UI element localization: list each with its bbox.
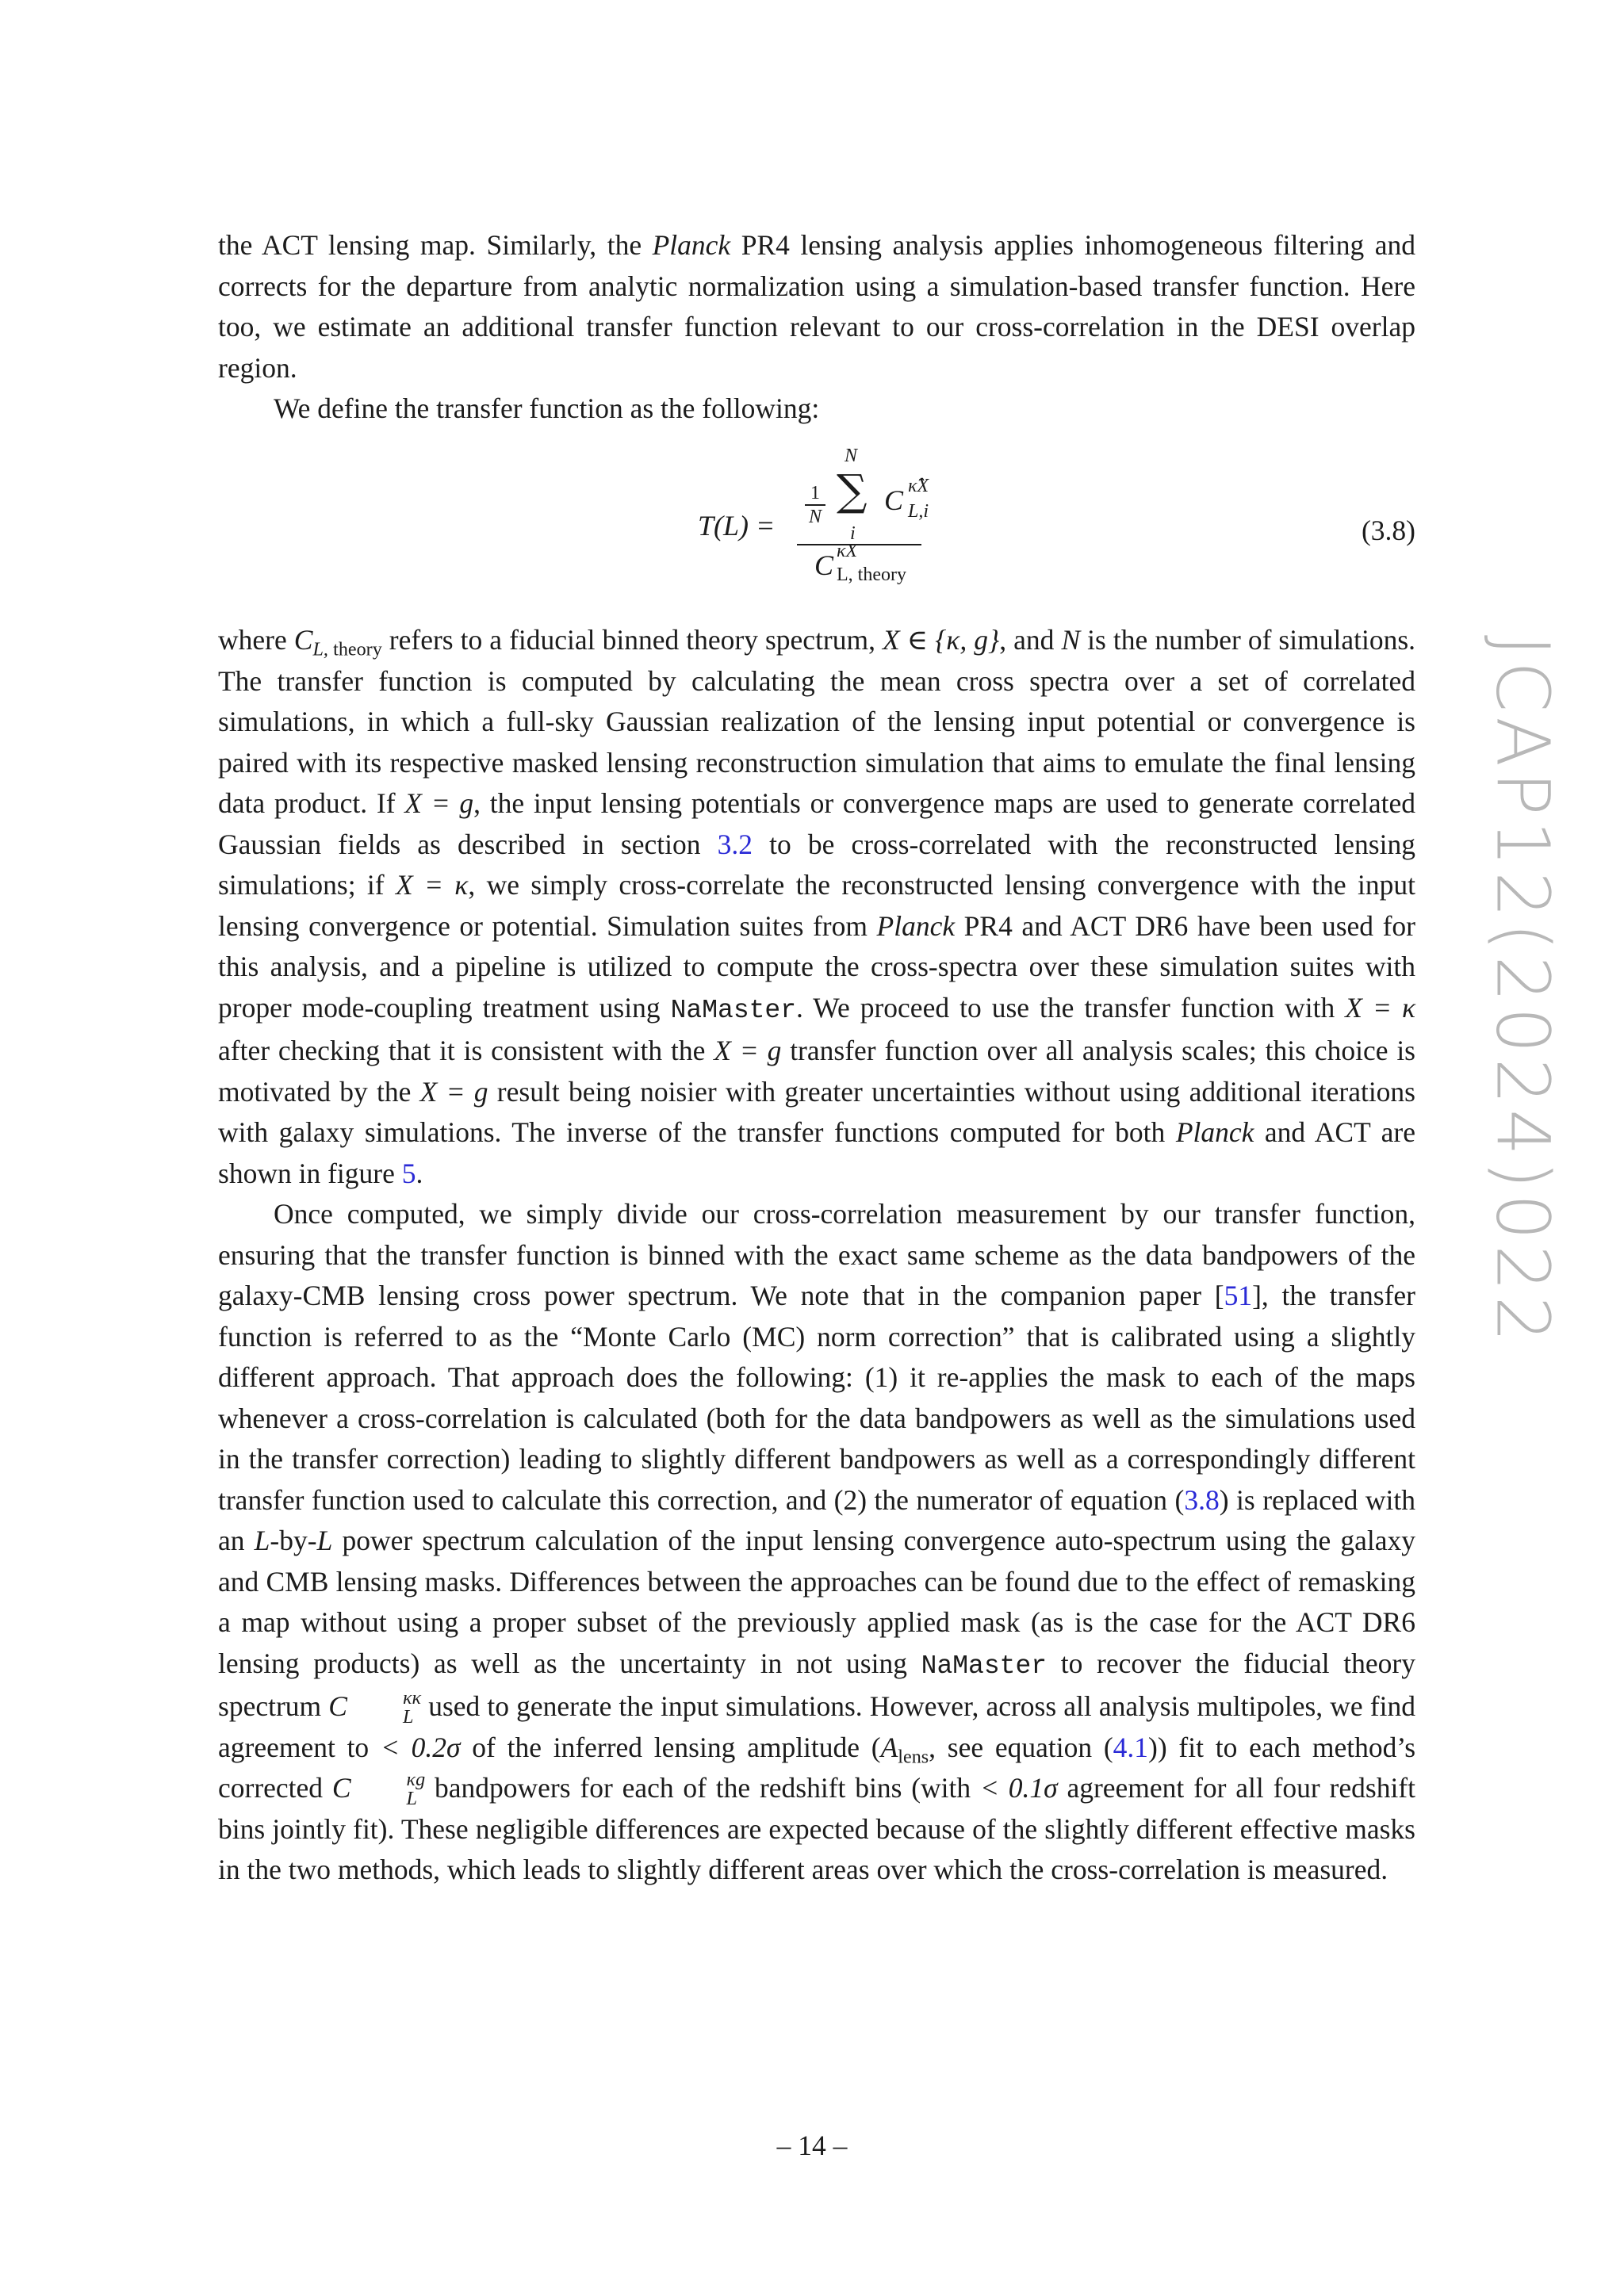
link-equation-3-8[interactable]: 3.8 xyxy=(1184,1483,1220,1516)
sum-symbol: ∑ xyxy=(837,465,868,515)
paragraph-mc-norm-correction: Once computed, we simply divide our cross-correlation measurement by our transfer function, ensuring that the transfer function is binned with the exact same scheme as the data bandpowers of the galaxy-CMB lensing cross power spectrum. We note that in the companion paper [51], the transfer function is referred to as the “Monte Carlo (MC) norm correction” that is calibrated using a slightly different approach. That approach does the following: (1) it re-applies the mask to each of the maps whenever a cross-correlation is calculated (both for the data bandpowers as well as the simulations used in the transfer correction) leading to slightly different bandpowers as well as a correspondingly different transfer function used to calculate this correction, and (2) the numerator of equation (3.8) is replaced with an L-by-L power spectrum calculation of the input lensing convergence auto-spectrum using the galaxy and CMB lensing masks. Differences between the approaches can be found due to the effect of remasking a map without using a proper subset of the previously applied mask (as is the case for the ACT DR6 lensing products) as well as the uncertainty in not using NaMaster to recover the fiducial theory spectrum C κκ L used to generate the input simulations. However, across all analysis multipoles, we find agreement to < 0.2σ of the inferred lensing amplitude ($A_{lens}$, see equation (4.1)) fit to each method’s corrected C κg L bandpowers for each of the redshift bins (with < 0.1σ agreement for all four redshift bins jointly fit). These negligible differences are expected because of the slightly different effective masks in the two methods, which leads to slightly different areas over which the cross-correlation is measured. xyxy=(218,1198,1416,1885)
journal-stamp: JCAP12(2024)022 xyxy=(1480,634,1565,1348)
equation-numerator: 1 N N ∑ i C κ̂X L,i xyxy=(805,452,932,539)
one-over-n: 1 N xyxy=(805,484,825,526)
equation-3-8: T(L) = 1 N N ∑ i C κ̂X L,i C κX L, theory (3.8) xyxy=(698,446,1415,585)
text-block-top xyxy=(218,225,1415,430)
planck-italic: Planck xyxy=(652,229,731,261)
link-ref-51[interactable]: 51 xyxy=(1224,1280,1253,1311)
text-block-main xyxy=(218,620,1415,1891)
link-figure-5[interactable]: 5 xyxy=(401,1157,416,1189)
namaster-code: NaMaster xyxy=(921,1651,1048,1681)
equation-number: (3.8) xyxy=(1361,515,1415,546)
link-section-3-2[interactable]: 3.2 xyxy=(717,828,753,860)
paragraph-intro-equation: We define the transfer function as the following: xyxy=(274,392,820,424)
link-equation-4-1[interactable]: 4.1 xyxy=(1113,1731,1149,1763)
paragraph-continuation: the ACT lensing map. Similarly, the Planck PR4 lensing analysis applies inhomogeneous filtering and corrects for the departure from analytic normalization using a simulation-based transfer function. Here too, we estimate an additional transfer function relevant to our cross-correlation in the DESI overlap region. xyxy=(218,229,1416,384)
page-number: – 14 – xyxy=(776,2130,848,2161)
fraction-bar xyxy=(797,544,921,545)
namaster-code: NaMaster xyxy=(670,995,797,1025)
equation-lhs: T(L) = xyxy=(698,510,776,541)
paragraph-transfer-description: where $C_{L, theory}$ refers to a fiducial binned theory spectrum, X ∈ {κ, g}, and N is the number of simulations. The transfer function is computed by calculating the mean cross spectra over a set of correlated simulations, in which a full-sky Gaussian realization of the lensing input potential or convergence is paired with its respective masked lensing reconstruction simulation that aims to emulate the final lensing data product. If X = g, the input lensing potentials or convergence maps are used to generate correlated Gaussian fields as described in section 3.2 to be cross-correlated with the reconstructed lensing simulations; if X = κ, we simply cross-correlate the reconstructed lensing convergence with the input lensing convergence or potential. Simulation suites from Planck PR4 and ACT DR6 have been used for this analysis, and a pipeline is utilized to compute the cross-spectra over these simulation suites with proper mode-coupling treatment using NaMaster. We proceed to use the transfer function with X = κ after checking that it is consistent with the X = g transfer function over all analysis scales; this choice is motivated by the X = g result being noisier with greater uncertainties without using additional iterations with galaxy simulations. The inverse of the transfer functions computed for both Planck and ACT are shown in figure 5. xyxy=(218,624,1416,1189)
